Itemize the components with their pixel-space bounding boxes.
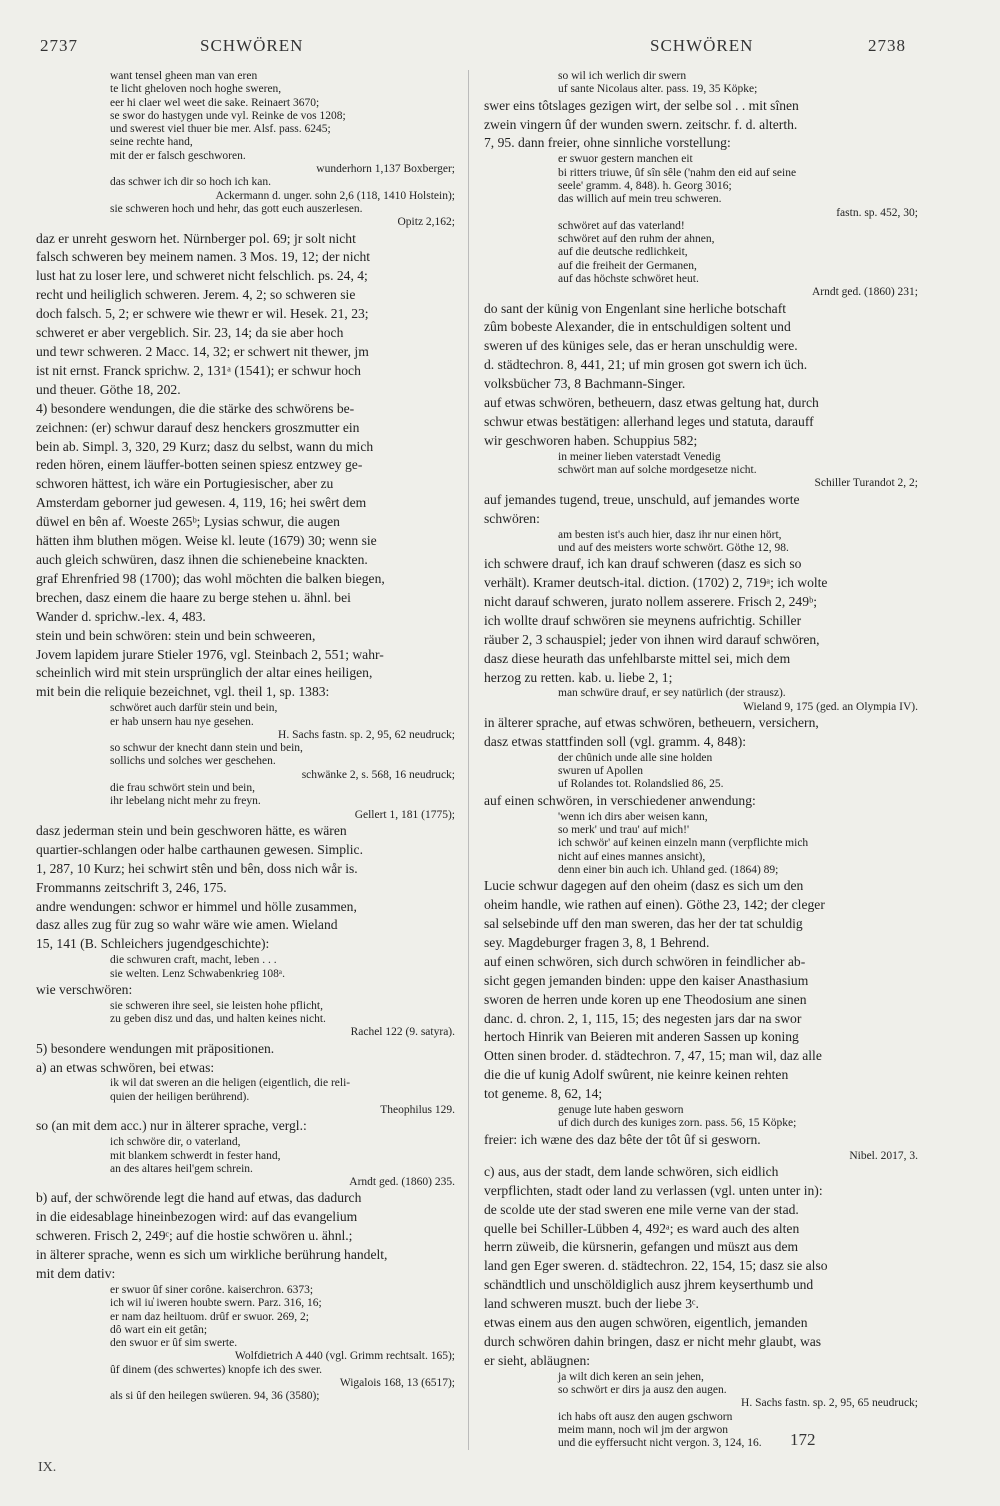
text-line: verhält). Kramer deutsch-ital. diction. (1702) 2, 719ᵃ; ich wolte [484,575,828,591]
quote-line: man schwüre drauf, er sey natürlich (der strausz). [558,687,786,700]
right-column [484,70,924,1451]
quote-line: in meiner lieben vaterstadt Venedig [558,450,721,463]
citation-line: Theophilus 129. [380,1104,455,1117]
column-divider [468,70,469,1450]
citation-line: Wolfdietrich A 440 (vgl. Grimm rechtsalt. 165); [234,1350,455,1363]
quote-line: meim mann, noch wil jm der argwon [558,1423,729,1436]
text-line: c) aus, aus der stadt, dem lande schwören, sich eidlich [484,1163,779,1179]
text-line: mit dem dativ: [36,1266,116,1282]
quote-line: ich habs oft ausz den augen gschworn [558,1410,733,1423]
citation-line: Schiller Turandot 2, 2; [814,477,918,490]
text-line: schwur etwas bestätigen: allerhand leges und statuta, darauff [484,414,814,430]
quote-line: so wil ich werlich dir swern [558,70,687,82]
text-line: so (an mit dem acc.) nur in älterer sprache, vergl.: [36,1118,307,1134]
text-line: und theuer. Göthe 18, 202. [36,381,181,397]
text-line: durch schwören dahin bringen, dasz er nicht mehr glaubt, was [484,1333,822,1349]
text-line: räuber 2, 3 schauspiel; jeder von ihnen wird darauf schwören, [484,631,820,647]
text-line: andre wendungen: schwor er himmel und hölle zusammen, [36,898,357,914]
volume-number: IX. [38,1460,57,1475]
citation-line: Wieland 9, 175 (ged. an Olympia IV). [743,700,918,713]
text-line: schwören: [484,510,540,526]
citation-line: Wigalois 168, 13 (6517); [339,1377,455,1390]
quote-line: als si ûf den heilegen swüeren. 94, 36 (3580); [110,1390,320,1403]
quote-line: uf sante Nicolaus alter. pass. 19, 35 Köpke; [558,83,758,96]
quote-line: so merk' und trau' auf mich!' [558,823,690,836]
quote-line: und swerest viel thuer bie mer. Alsf. pass. 6245; [110,123,331,136]
quote-line: zu geben disz und das, und halten keines nicht. [110,1013,326,1026]
text-line: reden hören, einem läuffer-botten seinen spiesz entzwey ge- [36,457,363,473]
quote-line: an des altares heil'gem schrein. [110,1162,253,1175]
text-line: herrn züweib, die kürsnerin, gefangen und müszt aus dem [484,1239,799,1255]
quote-line: mit der er falsch geschworen. [110,149,246,162]
quote-line: der chûnich unde alle sine holden [558,751,713,764]
text-line: a) an etwas schwören, bei etwas: [36,1059,215,1075]
page-number-right: 2738 [868,36,906,55]
citation-line: Ackermann d. unger. sohn 2,6 (118, 1410 Holstein); [215,189,455,202]
quote-line: die schwuren craft, macht, leben . . . [110,954,277,967]
citation-line: H. Sachs fastn. sp. 2, 95, 62 neudruck; [278,728,455,741]
quote-line: quien der heiligen berührend). [110,1090,250,1103]
quote-line: ik wil dat sweren an die heligen (eigentlich, die reli- [110,1077,351,1090]
quote-line: sie schweren ihre seel, sie leisten hohe pflicht, [110,999,323,1012]
text-line: d. städtechron. 8, 441, 21; uf min grosen got swern ich üch. [484,357,808,373]
quote-line: sollichs und solches wer geschehen. [110,755,276,768]
text-line: 5) besondere wendungen mit präpositionen. [36,1040,275,1056]
quote-line: so schwört er dirs ja ausz den augen. [558,1384,727,1397]
text-line: ist nit ernst. Franck sprichw. 2, 131ᵃ (1541); er schwur hoch [36,362,361,378]
text-line: Lucie schwur dagegen auf den oheim (dasz es sich um den [484,878,804,894]
quote-line: das willich auf mein treu schweren. [558,193,722,206]
quote-line: so schwur der knecht dann stein und bein, [110,742,303,755]
quote-line: und die eyffersucht nicht vergon. 3, 124, 16. [558,1437,762,1450]
quote-line: se swor do hastygen unde vyl. Reinke de vos 1208; [110,109,346,122]
text-line: hätten ihm bluthen mögen. Weise kl. leute (1679) 30; wenn sie [36,533,377,549]
quote-line: sie schweren hoch und hehr, das gott euch auszerlesen. [110,202,363,215]
text-line: dasz etwas stattfinden soll (vgl. gramm. 4, 848): [484,733,747,749]
text-line: wie verschwören: [36,981,133,997]
sheet-number: 172 [790,1430,816,1449]
text-line: auf einen schwören, sich durch schwören in feindlicher ab- [484,953,806,969]
text-line: scheinlich wird mit stein ursprünglich der altar eines heiligen, [36,665,373,681]
text-line: Amsterdam geborner jud gewesen. 4, 119, 16; hei swêrt dem [36,495,367,511]
text-line: auch gleich schwüren, dasz ihnen die schienebeine knackten. [36,551,368,567]
quote-line: eer hi claer wel weet die sake. Reinaert 3670; [110,96,320,109]
text-line: verpflichten, stadt oder land zu verlassen (vgl. unten unter in): [484,1182,823,1198]
text-line: danc. d. chron. 2, 1, 115, 15; des negesten jars dar na swor [484,1010,802,1026]
quote-line: ich wil iu̓ iweren houbte swern. Parz. 316, 16; [110,1297,322,1310]
quote-line: ich schwöre dir, o vaterland, [110,1136,241,1149]
quote-line: auf das höchste schwöret heut. [558,272,699,285]
text-line: b) auf, der schwörende legt die hand auf etwas, das dadurch [36,1190,362,1206]
quote-line: seele' gramm. 4, 848). h. Georg 3016; [558,179,732,192]
citation-line: schwänke 2, s. 568, 16 neudruck; [301,768,455,781]
quote-line: er swuor gestern manchen eit [558,153,693,166]
text-line: dasz jederman stein und bein geschworen hätte, es wären [36,822,347,838]
text-line: Jovem lapidem jurare Stieler 1976, vgl. Steinbach 2, 551; wahr- [36,646,384,662]
quote-line: ihr lebelang nicht mehr zu freyn. [110,795,261,808]
quote-line: am besten ist's auch hier, dasz ihr nur einen hört, [558,528,782,541]
text-line: etwas einem aus den augen schwören, eigentlich, jemanden [484,1315,808,1331]
citation-line: Gellert 1, 181 (1775); [354,808,455,821]
text-line: freier: ich wæne des daz bête der tôt ûf si gesworn. [484,1131,761,1147]
quote-line: den swuor er ûf sim swerte. [110,1337,238,1350]
text-line: Frommanns zeitschrift 3, 246, 175. [36,879,227,895]
quote-line: want tensel gheen man van eren [110,70,258,82]
text-line: doch falsch. 5, 2; er schwere wie thewr er wil. Hesek. 21, 23; [36,306,369,322]
text-line: sal selsebinde uff den man sweren, das her der tat schuldig [484,915,803,931]
text-line: 7, 95. dann freier, ohne sinnliche vorstellung: [484,135,731,151]
citation-line: fastn. sp. 452, 30; [836,206,918,219]
text-line: zûm bobeste Alexander, die in entschuldigen soltent und [484,319,791,335]
text-line: do sant der künig von Engenlant sine herliche botschaft [484,300,787,316]
text-line: schworen hättest, ich wäre ein Portugiesischer, aber zu [36,476,334,492]
text-line: hertoch Hinrik van Beieren mit anderen Sassen up koning [484,1029,799,1045]
text-line: ich schwere drauf, ich kan drauf schweren (dasz es sich so [484,556,802,572]
text-line: recht und heiliglich schweren. Jerem. 4, 2; so schweren sie [36,287,356,303]
quote-line: schwört man auf solche mordgesetze nicht. [558,464,757,477]
citation-line: Rachel 122 (9. satyra). [350,1026,455,1039]
quote-line: und auf des meisters worte schwört. Göthe 12, 98. [558,541,789,554]
text-line: zwein vingern ûf der wunden swern. zeitschr. f. d. alterth. [484,116,798,132]
citation-line: H. Sachs fastn. sp. 2, 95, 65 neudruck; [741,1397,918,1410]
text-line: quelle bei Schiller-Lübben 4, 492ᵃ; es ward auch des alten [484,1220,800,1236]
text-line: in älterer sprache, auf etwas schwören, betheuern, versichern, [484,715,819,731]
text-line: sworen de herren unde koren up ene Theodosium ane sinen [484,991,807,1007]
text-line: land schweren muszt. buch der liebe 3ᶜ. [484,1296,699,1312]
quote-line: schwöret auch darfür stein und bein, [110,702,278,715]
text-line: auf einen schwören, in verschiedener anwendung: [484,792,756,808]
text-line: und tewr schweren. 2 Macc. 14, 32; er schwert nit thewer, jm [36,344,369,359]
text-line: ich wollte drauf schwören sie meynens aufrichtig. Schiller [484,612,802,628]
text-line: swer eins tôtslages gezigen wirt, der selbe sol . . mit sînen [484,97,799,113]
quote-line: schwöret auf das vaterland! [558,219,685,232]
text-line: stein und bein schwören: stein und bein schweeren, [36,627,316,643]
quote-line: ûf dinem (des schwertes) knopfe ich des swer. [110,1363,323,1376]
text-line: land gen Eger sweren. d. städtechron. 22, 154, 15; dasz sie also [484,1258,828,1274]
page-number-left: 2737 [40,36,78,55]
text-line: düwel en bên af. Woeste 265ᵇ; Lysias schwur, die augen [36,514,340,530]
text-line: quartier-schlangen oder halbe carthaunen gewesen. Simplic. [36,841,363,857]
citation-line: wunderhorn 1,137 Boxberger; [316,163,455,176]
quote-line: swuren uf Apollen [558,765,643,778]
citation-line: Nibel. 2017, 3. [849,1149,918,1162]
quote-line: schwöret auf den ruhm der ahnen, [558,233,715,246]
quote-line: bi ritters triuwe, ûf sîn sêle ('nahm den eid auf seine [558,166,797,179]
text-line: graf Ehrenfried 98 (1700); das wohl möchten die balken biegen, [36,570,385,586]
quote-line: mit blankem schwerdt in fester hand, [110,1149,281,1162]
quote-line: te licht gheloven noch hoghe sweren, [110,83,282,96]
text-line: nicht darauf schweren, jurato nollem asserere. Frisch 2, 249ᵇ; [484,593,817,609]
quote-line: seine rechte hand, [110,136,193,149]
text-line: sicht gegen jemanden binden: uppe den kaiser Anasthasium [484,972,809,988]
quote-line: ja wilt dich keren an sein jehen, [558,1370,704,1383]
text-line: schweret er aber vergeblich. Sir. 23, 14; da sie aber hoch [36,325,344,341]
text-line: zeichnen: (er) schwur darauf desz henckers groszmutter ein [36,419,360,435]
quote-line: das schwer ich dir so hoch ich kan. [110,176,271,189]
text-line: auf etwas schwören, betheuern, dasz etwas geltung hat, durch [484,395,819,411]
text-line: falsch schweren bey meinem namen. 3 Mos. 19, 12; der nicht [36,249,371,265]
text-line: schändtlich und unschöldiglich ausz jhrem keyserthumb und [484,1277,814,1293]
quote-line: uf dich durch des kuniges zorn. pass. 56, 15 Köpke; [558,1117,797,1130]
text-line: er sieht, abläugnen: [484,1352,591,1368]
text-line: in älterer sprache, wenn es sich um wirkliche berührung handelt, [36,1247,388,1263]
text-line: daz er unreht gesworn het. Nürnberger pol. 69; jr solt nicht [36,230,356,246]
left-column [36,70,461,1404]
text-line: sweren uf des küniges sele, das er heran unschuldig were. [484,338,798,354]
text-line: de scolde ute der stad sweren ene mile verne van der stad. [484,1201,799,1217]
quote-line: auf die freiheit der Germanen, [558,259,697,272]
quote-line: uf Rolandes tot. Rolandslied 86, 25. [558,778,724,791]
quote-line: nicht auf eines mannes ansicht), [558,850,706,863]
citation-line: Arndt ged. (1860) 235. [349,1176,455,1189]
text-line: mit bein die reliquie bezeichnet, vgl. theil 1, sp. 1383: [36,684,330,700]
text-line: 4) besondere wendungen, die die stärke des schwörens be- [36,400,355,416]
quote-line: genuge lute haben gesworn [558,1104,684,1117]
text-line: brechen, dasz einem die haare zu berge stehen u. ähnl. bei [36,589,351,605]
header-title-right: SCHWÖREN [650,36,754,55]
text-line: Wander d. sprichw.-lex. 4, 483. [36,608,206,624]
citation-line: Opitz 2,162; [397,216,455,229]
text-line: dasz alles zug für zug so wahr wäre wie amen. Wieland [36,917,338,933]
quote-line: ich schwör' auf keinen einzeln mann (verpflichte mich [558,837,809,850]
text-line: oheim handle, wie rathen auf einen). Göthe 23, 142; der cleger [484,897,825,913]
text-line: volksbücher 73, 8 Bachmann-Singer. [484,376,686,392]
quote-line: die frau schwört stein und bein, [110,782,255,794]
quote-line: er swuor ûf siner corône. kaiserchron. 6373; [110,1283,314,1296]
text-line: wir geschworen haben. Schuppius 582; [484,432,698,448]
text-line: Otten sinen broder. d. städtechron. 7, 47, 15; man wil, daz alle [484,1048,822,1064]
text-line: 15, 141 (B. Schleichers jugendgeschichte): [36,936,270,952]
quote-line: er nam daz heiltuom. drûf er swuor. 269, 2; [110,1310,309,1323]
text-line: die die uf kunig Adolf swûrent, nie keinre keinen rehten [484,1067,789,1083]
text-line: lust hat zu loser lere, und schweret nicht felschlich. ps. 24, 4; [36,268,368,284]
text-line: sey. Magdeburger fragen 3, 8, 1 Behrend. [484,934,710,950]
text-line: herzog zu retten. kab. u. liebe 2, 1; [484,669,673,685]
text-line: dasz diese heurath das unfehlbarste mittel sei, mich dem [484,650,791,666]
quote-line: auf die deutsche redlichkeit, [558,246,688,259]
quote-line: er hab unsern hau nye gesehen. [110,715,254,728]
text-line: bein ab. Simpl. 3, 320, 29 Kurz; dasz du selbst, wann du mich [36,438,374,454]
header-title-left: SCHWÖREN [200,36,304,55]
text-line: schweren. Frisch 2, 249ᶜ; auf die hostie schwören u. ähnl.; [36,1228,353,1244]
text-line: in die eidesablage hineinbezogen wird: auf das evangelium [36,1209,358,1225]
quote-line: dô wart ein eit getân; [110,1323,208,1336]
citation-line: Arndt ged. (1860) 231; [811,286,918,299]
text-line: tot geneme. 8, 62, 14; [484,1086,603,1102]
text-line: auf jemandes tugend, treue, unschuld, auf jemandes worte [484,491,800,507]
quote-line: 'wenn ich dirs aber weisen kann, [558,810,708,823]
quote-line: denn einer bin auch ich. Uhland ged. (1864) 89; [558,863,779,876]
text-line: 1, 287, 10 Kurz; hei schwirt stên und bên, doss nich wår is. [36,860,358,876]
quote-line: sie welten. Lenz Schwabenkrieg 108ᵃ. [110,967,285,980]
